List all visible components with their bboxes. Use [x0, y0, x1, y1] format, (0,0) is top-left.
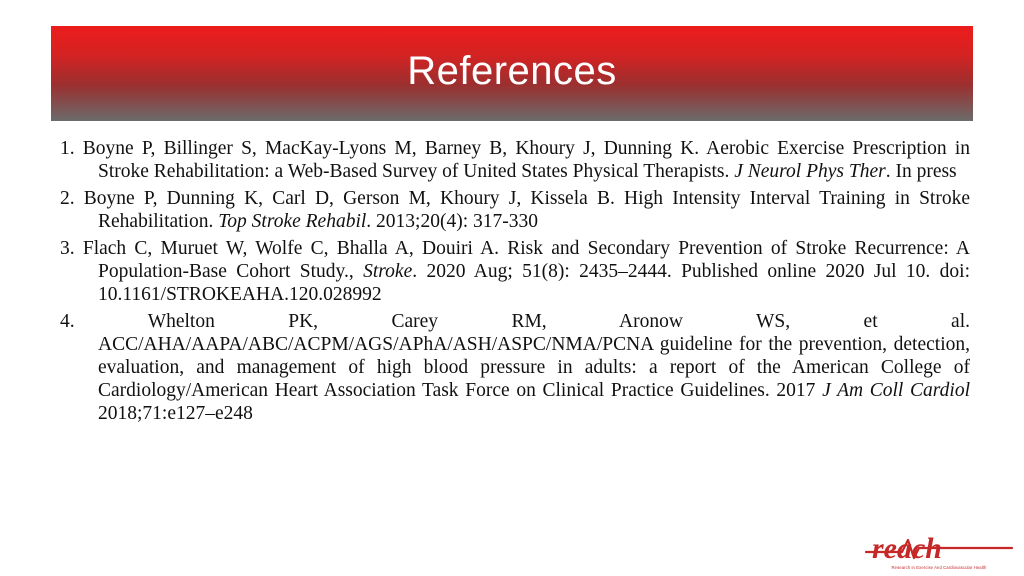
reference-list [60, 137, 970, 429]
reference-number: 1. [60, 138, 75, 159]
reference-item [60, 137, 970, 183]
reference-item [60, 310, 970, 425]
logo-wordmark: reach [872, 532, 942, 565]
reach-logo-mark [864, 524, 1014, 570]
reference-item [60, 187, 970, 233]
reference-journal: J Am Coll Cardiol [822, 380, 970, 401]
logo-tagline: Research in Exercise And Cardiovascular Health [891, 565, 987, 570]
reference-text: Boyne P, Billinger S, MacKay-Lyons M, Barney B, Khoury J, Dunning K. Aerobic Exercise Prescription in Stroke Rehabilitation: a Web-Based Survey of United States Physical Therapists. [74, 138, 970, 182]
title-banner [51, 26, 973, 121]
reference-number: 4. [60, 311, 75, 332]
reference-text: Flach C, Muruet W, Wolfe C, Bhalla A, Douiri A. Risk and Secondary Prevention of Stroke Recurrence: A Population-Base Cohort Study., [74, 238, 970, 282]
reference-details: . 2020 Aug; 51(8): 2435–2444. Published online 2020 Jul 10. doi: 10.1161/STROKEAHA.120.028992 [98, 261, 970, 305]
reference-details: . In press [885, 161, 957, 182]
reference-journal: Stroke [363, 261, 413, 282]
reference-number: 2. [60, 188, 75, 209]
reference-journal: J Neurol Phys Ther [734, 161, 886, 182]
reference-number: 3. [60, 238, 75, 259]
reference-item [60, 237, 970, 306]
reference-details: 2018;71:e127–e248 [98, 403, 253, 424]
reference-text: Boyne P, Dunning K, Carl D, Gerson M, Khoury J, Kissela B. High Intensity Interval Training in Stroke Rehabilitation. [74, 188, 970, 232]
reference-journal: Top Stroke Rehabil [218, 211, 367, 232]
slide-title: References [407, 49, 617, 93]
reach-logo [864, 524, 1014, 570]
reference-details: . 2013;20(4): 317-330 [366, 211, 538, 232]
reference-text: Whelton PK, Carey RM, Aronow WS, et al. ACC/AHA/AAPA/ABC/ACPM/AGS/APhA/ASH/ASPC/NMA/PCNA guideline for the prevention, detection, evaluation, and management of high blood pressure in adults: a report of the American College of Cardiology/American Heart Association Task Force on Clinical Practice Guidelines. 2017 [74, 311, 970, 401]
